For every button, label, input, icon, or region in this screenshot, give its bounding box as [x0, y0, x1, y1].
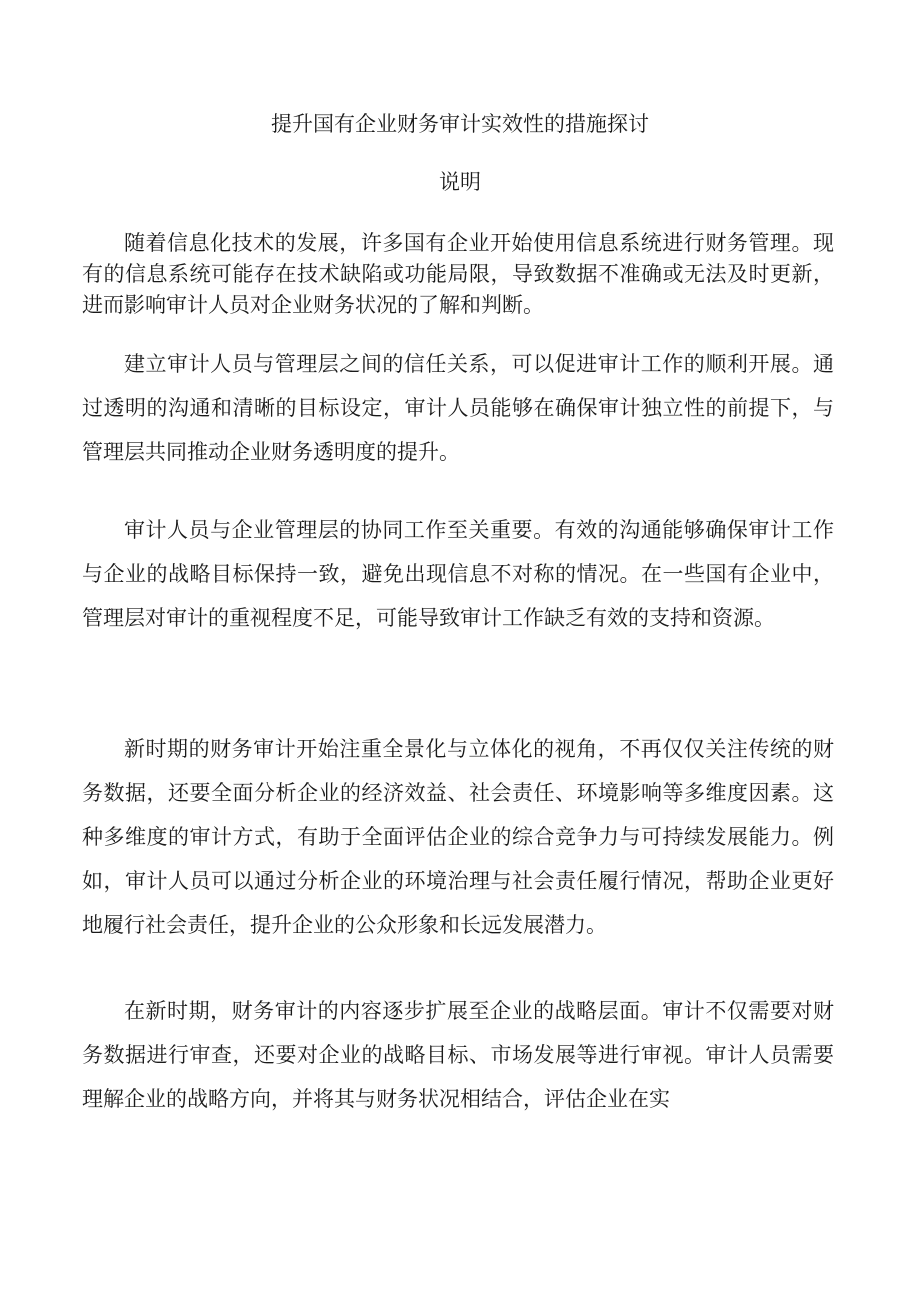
- paragraph-1: 随着信息化技术的发展，许多国有企业开始使用信息系统进行财务管理。现有的信息系统可能存在技术缺陷或功能局限，导致数据不准确或无法及时更新，进而影响审计人员对企业财务状况的了解和判断。: [82, 231, 834, 317]
- paragraph-2: 建立审计人员与管理层之间的信任关系，可以促进审计工作的顺利开展。通过透明的沟通和清晰的目标设定，审计人员能够在确保审计独立性的前提下，与管理层共同推动企业财务透明度的提升。: [82, 352, 834, 464]
- document-title: 提升国有企业财务审计实效性的措施探讨: [271, 112, 649, 136]
- paragraph-4: 新时期的财务审计开始注重全景化与立体化的视角，不再仅仅关注传统的财务数据，还要全面分析企业的经济效益、社会责任、环境影响等多维度因素。这种多维度的审计方式，有助于全面评估企业的综合竞争力与可持续发展能力。例如，审计人员可以通过分析企业的环境治理与社会责任履行情况，帮助企业更好地履行社会责任，提升企业的公众形象和长远发展潜力。: [82, 737, 834, 937]
- document-subtitle: 说明: [439, 170, 481, 194]
- paragraph-3: 审计人员与企业管理层的协同工作至关重要。有效的沟通能够确保审计工作与企业的战略目标保持一致，避免出现信息不对称的情况。在一些国有企业中，管理层对审计的重视程度不足，可能导致审计工作缺乏有效的支持和资源。: [82, 518, 834, 630]
- paragraph-5: 在新时期，财务审计的内容逐步扩展至企业的战略层面。审计不仅需要对财务数据进行审查，还要对企业的战略目标、市场发展等进行审视。审计人员需要理解企业的战略方向，并将其与财务状况相结合，评估企业在实: [82, 999, 834, 1111]
